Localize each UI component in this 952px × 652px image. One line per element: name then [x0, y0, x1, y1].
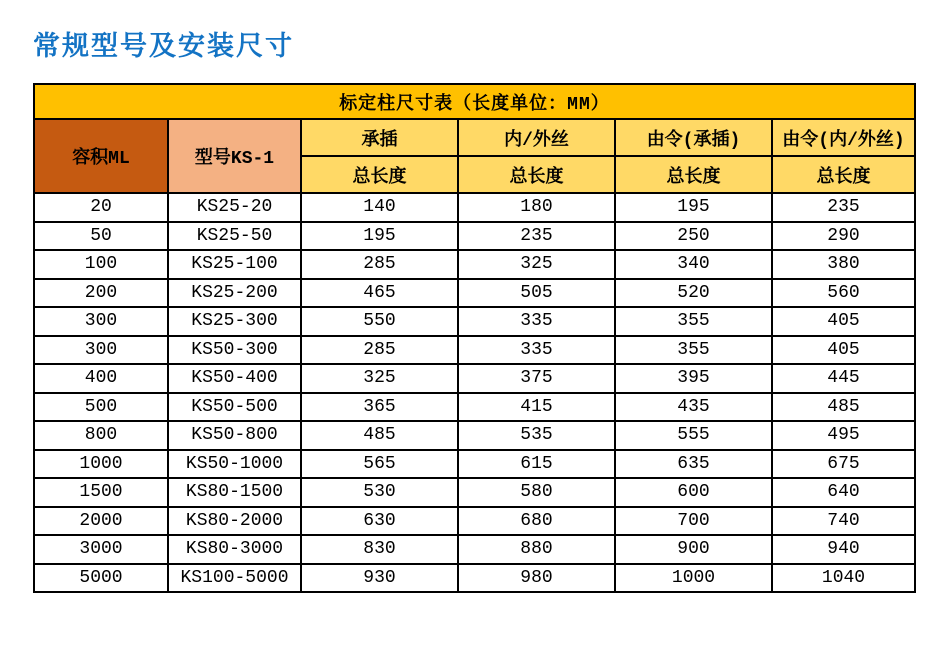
table-cell: 930	[301, 564, 458, 593]
table-cell: 635	[615, 450, 772, 479]
table-cell: KS80-2000	[168, 507, 301, 536]
subheader-total-length-2: 总长度	[458, 156, 615, 193]
table-cell: 465	[301, 279, 458, 308]
table-cell: 375	[458, 364, 615, 393]
table-cell: 340	[615, 250, 772, 279]
table-cell: 100	[34, 250, 168, 279]
table-cell: 355	[615, 307, 772, 336]
table-cell: 180	[458, 193, 615, 222]
table-row	[34, 193, 915, 222]
table-row	[34, 535, 915, 564]
table-cell: 365	[301, 393, 458, 422]
table-cell: KS25-50	[168, 222, 301, 251]
table-cell: 395	[615, 364, 772, 393]
table-cell: KS50-1000	[168, 450, 301, 479]
header-thread: 内/外丝	[458, 119, 615, 156]
table-cell: 325	[458, 250, 615, 279]
table-cell: KS25-20	[168, 193, 301, 222]
table-cell: 900	[615, 535, 772, 564]
table-cell: KS80-1500	[168, 478, 301, 507]
table-cell: 290	[772, 222, 915, 251]
table-row	[34, 336, 915, 365]
table-cell: 140	[301, 193, 458, 222]
header-model: 型号KS-1	[168, 119, 301, 193]
table-cell: 405	[772, 336, 915, 365]
table-cell: 380	[772, 250, 915, 279]
table-row	[34, 507, 915, 536]
table-cell: 680	[458, 507, 615, 536]
table-cell: 550	[301, 307, 458, 336]
table-row	[34, 393, 915, 422]
table-cell: KS50-300	[168, 336, 301, 365]
table-cell: 235	[772, 193, 915, 222]
table-cell: 325	[301, 364, 458, 393]
table-cell: 285	[301, 250, 458, 279]
table-cell: 435	[615, 393, 772, 422]
header-union-socket: 由令(承插)	[615, 119, 772, 156]
table-row	[34, 564, 915, 593]
subheader-total-length-3: 总长度	[615, 156, 772, 193]
table-cell: 535	[458, 421, 615, 450]
table-cell: KS25-300	[168, 307, 301, 336]
table-cell: 940	[772, 535, 915, 564]
table-row	[34, 222, 915, 251]
table-row	[34, 364, 915, 393]
table-body	[34, 193, 915, 592]
table-header-row	[34, 119, 915, 156]
table-cell: 335	[458, 336, 615, 365]
table-cell: 740	[772, 507, 915, 536]
table-cell: 565	[301, 450, 458, 479]
table-cell: 415	[458, 393, 615, 422]
table-cell: 580	[458, 478, 615, 507]
table-cell: 200	[34, 279, 168, 308]
header-socket: 承插	[301, 119, 458, 156]
table-cell: 50	[34, 222, 168, 251]
table-cell: 485	[301, 421, 458, 450]
table-cell: 800	[34, 421, 168, 450]
table-cell: KS80-3000	[168, 535, 301, 564]
table-row	[34, 279, 915, 308]
page-title: 常规型号及安装尺寸	[33, 31, 294, 62]
spec-table	[33, 83, 916, 593]
header-volume: 容积ML	[34, 119, 168, 193]
table-cell: 250	[615, 222, 772, 251]
table-cell: 300	[34, 307, 168, 336]
table-cell: 520	[615, 279, 772, 308]
table-cell: 560	[772, 279, 915, 308]
table-row	[34, 250, 915, 279]
table-cell: 630	[301, 507, 458, 536]
table-cell: 195	[615, 193, 772, 222]
header-union-thread: 由令(内/外丝)	[772, 119, 915, 156]
table-cell: 5000	[34, 564, 168, 593]
table-cell: 195	[301, 222, 458, 251]
table-cell: 2000	[34, 507, 168, 536]
table-cell: 300	[34, 336, 168, 365]
subheader-total-length-4: 总长度	[772, 156, 915, 193]
table-caption: 标定柱尺寸表（长度单位：MM）	[34, 84, 915, 119]
subheader-total-length-1: 总长度	[301, 156, 458, 193]
table-cell: KS50-800	[168, 421, 301, 450]
table-row	[34, 307, 915, 336]
table-row	[34, 421, 915, 450]
table-cell: 445	[772, 364, 915, 393]
table-cell: 485	[772, 393, 915, 422]
table-cell: 495	[772, 421, 915, 450]
table-cell: 20	[34, 193, 168, 222]
table-cell: 505	[458, 279, 615, 308]
table-cell: 400	[34, 364, 168, 393]
table-cell: 600	[615, 478, 772, 507]
table-cell: KS50-400	[168, 364, 301, 393]
table-cell: KS25-200	[168, 279, 301, 308]
table-cell: 555	[615, 421, 772, 450]
table-cell: 405	[772, 307, 915, 336]
table-cell: 355	[615, 336, 772, 365]
table-cell: 980	[458, 564, 615, 593]
table-cell: KS100-5000	[168, 564, 301, 593]
table-cell: 700	[615, 507, 772, 536]
table-cell: 530	[301, 478, 458, 507]
table-header	[34, 84, 915, 193]
table-cell: 3000	[34, 535, 168, 564]
table-cell: KS50-500	[168, 393, 301, 422]
table-cell: 235	[458, 222, 615, 251]
table-cell: 675	[772, 450, 915, 479]
table-cell: 615	[458, 450, 615, 479]
table-cell: 1000	[34, 450, 168, 479]
table-cell: 335	[458, 307, 615, 336]
table-cell: KS25-100	[168, 250, 301, 279]
table-cell: 880	[458, 535, 615, 564]
table-caption-row	[34, 84, 915, 119]
table-cell: 1000	[615, 564, 772, 593]
table-cell: 640	[772, 478, 915, 507]
table-cell: 1500	[34, 478, 168, 507]
table-cell: 830	[301, 535, 458, 564]
table-cell: 500	[34, 393, 168, 422]
table-row	[34, 478, 915, 507]
table-cell: 285	[301, 336, 458, 365]
table-row	[34, 450, 915, 479]
table-cell: 1040	[772, 564, 915, 593]
